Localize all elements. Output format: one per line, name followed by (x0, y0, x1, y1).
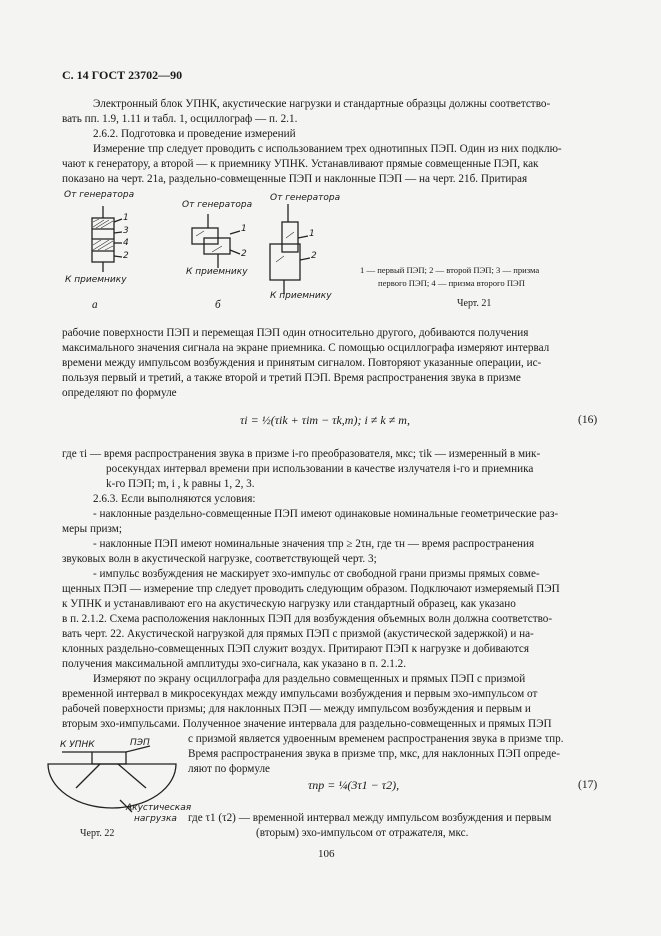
fig21a-num2: 2 (123, 251, 129, 261)
cond3-line4: в п. 2.1.2. Схема расположения наклонных ПЭП для возбуждения объемных волн должна соответство- (62, 613, 553, 625)
equation-17: τпр = ¼(3τ1 − τ2), (308, 778, 400, 792)
where1-line1: где τi — время распространения звука в призме i-го преобразователя, мкс; τik — измеренный в мик- (62, 448, 541, 460)
fig21-label-b: б (215, 299, 221, 311)
fig22-pep: ПЭП (130, 738, 150, 748)
p4-line2: временной интервал в микросекундах между импульсами возбуждения и первым эхо-импульсом от (62, 688, 538, 700)
p3-line2: максимального значения сигнала на экране приемника. С помощью осциллографа измеряют интервал (62, 342, 550, 354)
cond3-line5: вать черт. 22. Акустической нагрузкой для прямых ПЭП с призмой (акустической задержкой) и на- (62, 628, 534, 640)
p3-line1: рабочие поверхности ПЭП и перемещая ПЭП один относительно другого, добиваются получения (62, 327, 529, 339)
equation-17-number: (17) (578, 779, 598, 791)
fig21-label-a: а (92, 299, 98, 311)
fig21c-to-receiver: К приемнику (270, 291, 332, 301)
cond3-line1: - импульс возбуждения не маскирует эхо-импульс от свободной грани призмы прямых совме- (93, 568, 540, 580)
cond2-line1: - наклонные ПЭП имеют номинальные значения τпр ≥ 2τн, где τн — время распространения (93, 538, 535, 550)
fig21b-from-generator: От генератора (182, 200, 253, 210)
p4-line7: ляют по формуле (188, 763, 270, 775)
cond3-line7: получения максимальной амплитуды эхо-сигнала, как указано в п. 2.1.2. (62, 658, 407, 670)
fig21c-from-generator: От генератора (270, 193, 341, 203)
where1-line3: k-го ПЭП; m, i , k равны 1, 2, 3. (106, 478, 255, 490)
fig21a-from-generator: От генератора (64, 190, 135, 200)
fig22-load-line1: Акустическая (126, 803, 192, 813)
fig21a-to-receiver: К приемнику (65, 275, 127, 285)
fig21c-num2: 2 (311, 251, 317, 261)
fig21b-to-receiver: К приемнику (186, 267, 248, 277)
fig22-k-upnk: К УПНК (60, 740, 95, 750)
fig22-load-line2: нагрузка (134, 814, 177, 824)
p1-line2: вать пп. 1.9, 1.11 и табл. 1, осциллограф — п. 2.1. (62, 113, 298, 125)
page-header: С. 14 ГОСТ 23702—90 (62, 68, 183, 82)
cond2-line2: звуковых волн в акустической нагрузке, соответствующей черт. 3; (62, 553, 377, 565)
fig21a-num3: 3 (123, 226, 129, 236)
fig22-caption: Черт. 22 (80, 828, 115, 839)
p4-line6: Время распространения звука в призме τпр, мкс, для наклонных ПЭП опреде- (188, 748, 560, 760)
equation-16: τi = ½(τik + τim − τk,m); i ≠ k ≠ m, (240, 413, 410, 427)
p3-line5: определяют по формуле (62, 387, 177, 399)
cond3-line2: щенных ПЭП — измерение τпр следует проводить следующим образом. Подключают измеряемый ПЭП (62, 583, 560, 595)
p4-line3: рабочей поверхности призмы; для наклонных ПЭП — между импульсом возбуждения и первым и (62, 703, 531, 715)
page-number: 106 (318, 848, 335, 860)
p1-line1: Электронный блок УПНК, акустические нагрузки и стандартные образцы должны соответство- (93, 98, 551, 110)
p2-line3: показано на черт. 21а, раздельно-совмещенные ПЭП и наклонные ПЭП — на черт. 21б. Притирая (62, 173, 528, 185)
cond3-line3: к УПНК и устанавливают его на акустическую нагрузку или стандартный образец, как указано (62, 598, 516, 610)
cond3-line6: клонных раздельно-совмещенных ПЭП служит воздух. Притирают ПЭП к нагрузке и добиваются (62, 643, 529, 655)
p4-line4: вторым эхо-импульсами. Полученное значение интервала для раздельно-совмещенных и прямых ПЭП (62, 718, 552, 730)
where2-line1: где τ1 (τ2) — временной интервал между импульсом возбуждения и первым (188, 812, 552, 824)
fig21a-num4: 4 (123, 238, 129, 248)
equation-16-number: (16) (578, 414, 598, 426)
p4-line1: Измеряют по экрану осциллографа для раздельно совмещенных и прямых ПЭП с призмой (93, 673, 526, 685)
fig21-legend-line2: первого ПЭП; 4 — призма второго ПЭП (378, 278, 525, 288)
cond1-line2: меры призм; (62, 523, 122, 535)
p3-line4: пользуя первый и третий, а также второй и третий ПЭП. Время распространения звука в призме (62, 372, 521, 384)
fig21b-num2: 2 (241, 249, 247, 259)
section-2-6-3: 2.6.3. Если выполняются условия: (93, 493, 256, 505)
fig21a-num1: 1 (123, 213, 129, 223)
p2-line1: Измерение τпр следует проводить с использованием трех однотипных ПЭП. Один из них подклю- (93, 143, 562, 155)
fig21-caption: Черт. 21 (457, 298, 492, 309)
where1-line2: росекундах интервал времени при использовании в качестве излучателя i-го и приемника (106, 463, 534, 475)
p3-line3: времени между импульсом возбуждения и принятым сигналом. Повторяют указанные операции, ис- (62, 357, 542, 369)
fig21c-num1: 1 (309, 229, 315, 239)
where2-line2: (вторым) эхо-импульсом от отражателя, мкс. (256, 827, 469, 839)
p2-line2: чают к генератору, а второй — к приемнику УПНК. Устанавливают прямые совмещенные ПЭП, как (62, 158, 539, 170)
fig21b-num1: 1 (241, 224, 247, 234)
fig21-legend-line1: 1 — первый ПЭП; 2 — второй ПЭП; 3 — призма (360, 265, 540, 275)
cond1-line1: - наклонные раздельно-совмещенные ПЭП имеют одинаковые номинальные геометрические раз- (93, 508, 559, 520)
p4-line5: с призмой является удвоенным временем распространения звука в призме τпр. (188, 733, 564, 745)
section-2-6-2: 2.6.2. Подготовка и проведение измерений (93, 128, 296, 140)
